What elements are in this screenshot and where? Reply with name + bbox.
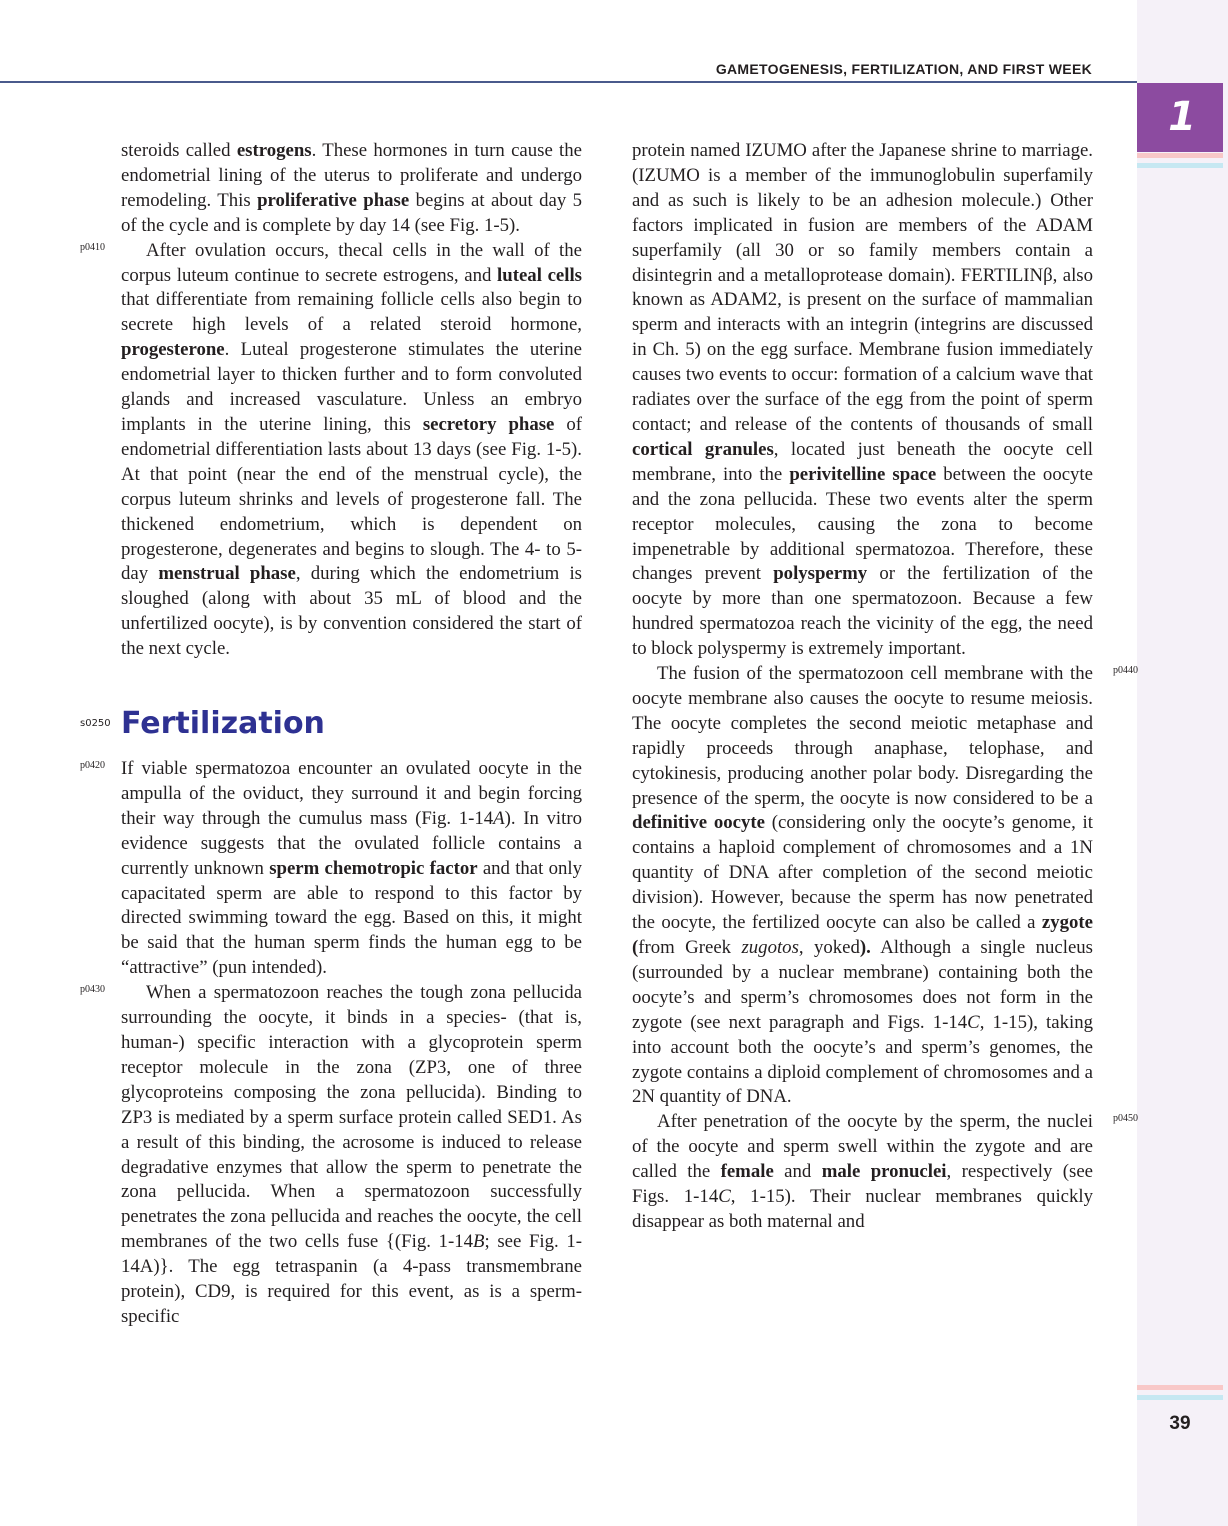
decorative-stripe <box>1137 153 1223 158</box>
paragraph-tag: p0440 <box>1113 665 1138 677</box>
section-tag: s0250 <box>80 718 111 730</box>
decorative-stripe <box>1137 163 1223 168</box>
decorative-stripe <box>1137 1395 1223 1400</box>
page-number: 39 <box>1169 1413 1191 1434</box>
side-margin-strip <box>1137 0 1228 1526</box>
paragraph-tag: p0430 <box>80 984 105 996</box>
paragraph-tag: p0450 <box>1113 1113 1138 1125</box>
paragraph-continued: steroids called estrogens. These hormones in turn cause the endometrial lining of the uterus to proliferate and undergo remodeling. This proliferative phase begins at about day 5 of the cycle and is complete by day 14 (see Fig. 1-5). <box>121 140 582 236</box>
paragraph-p0410: p0410 After ovulation occurs, thecal cells in the wall of the corpus luteum continue to secrete estrogens, and luteal cells that differentiate from remaining follicle cells also begin to secrete high levels of a related steroid hormone, progesterone. Luteal progesterone stimulates the uterine endometrial layer to thicken further and to form convoluted glands and increased vasculature. Unless an embryo implants in the uterine lining, this secretory phase of endometrial differentiation lasts about 13 days (see Fig. 1-5). At that point (near the end of the menstrual cycle), the corpus luteum shrinks and levels of progesterone fall. The thickened endometrium, which is dependent on progesterone, degenerates and begins to slough. The 4- to 5-day menstrual phase, during which the endometrium is sloughed (along with about 35 mL of blood and the unfertilized oocyte), is by convention considered the start of the next cycle. <box>80 239 582 660</box>
paragraph-p0450: p0450 After penetration of the oocyte by the sperm, the nuclei of the oocyte and sperm swell within the zygote and are called the female and male pronuclei, respectively (see Figs. 1-14C, 1-15). Their nuclear membranes quickly disappear as both maternal and <box>632 1111 1138 1232</box>
chapter-tab: 1 <box>1137 83 1223 152</box>
paragraph-continued: protein named IZUMO after the Japanese shrine to marriage. (IZUMO is a member of the immunoglobulin superfamily and as such is likely to be an adhesion molecule.) Other factors implicated in fusion are members of the ADAM superfamily (all 30 or so family members contain a disintegrin and a metalloprotease domain). FERTILINβ, also known as ADAM2, is present on the surface of mammalian sperm and interacts with an integrin (integrins are discussed in Ch. 5) on the egg surface. Membrane fusion immediately causes two events to occur: formation of a calcium wave that radiates over the surface of the egg from the point of sperm contact; and release of the contents of thousands of small cortical granules, located just beneath the oocyte cell membrane, into the perivitelline space between the oocyte and the zona pellucida. These two events alter the sperm receptor molecules, causing the zona to become impenetrable by additional spermatozoa. Therefore, these changes prevent polyspermy or the fertilization of the oocyte by more than one spermatozoon. Because a few hundred spermatozoa reach the vicinity of the egg, the need to block polyspermy is extremely important. <box>632 140 1093 660</box>
paragraph-tag: p0410 <box>80 241 105 253</box>
left-column <box>80 139 582 1330</box>
paragraph-p0440: p0440 The fusion of the spermatozoon cell membrane with the oocyte membrane also causes the oocyte to resume meiosis. The oocyte completes the second meiotic metaphase and rapidly proceeds through anaphase, telophase, and cytokinesis, producing another polar body. Disregarding the presence of the sperm, the oocyte is now considered to be a definitive oocyte (considering only the oocyte’s genome, it contains a haploid complement of chromosomes and a 1N quantity of DNA after completion of the second meiotic division). However, because the sperm has now penetrated the oocyte, the fertilized oocyte can also be called a zygote (from Greek zugotos, yoked). Although a single nucleus (surrounded by a nuclear membrane) containing both the oocyte’s and sperm’s chromosomes does not form in the zygote (see next paragraph and Figs. 1-14C, 1-15), taking into account both the oocyte’s and sperm’s genomes, the zygote contains a diploid complement of chromosomes and a 2N quantity of DNA. <box>632 663 1138 1108</box>
paragraph-p0430: p0430 When a spermatozoon reaches the tough zona pellucida surrounding the oocyte, it binds in a species- (that is, human-) specific interaction with a glycoprotein sperm receptor molecule in the zona (ZP3, one of three glycoproteins composing the zona pellucida). Binding to ZP3 is mediated by a sperm surface protein called SED1. As a result of this binding, the acrosome is induced to release degradative enzymes that allow the sperm to penetrate the zona pellucida. When a spermatozoon successfully penetrates the zona pellucida and reaches the oocyte, the cell membranes of the two cells fuse {(Fig. 1-14B; see Fig. 1-14A)}. The egg tetraspanin (a 4-pass transmembrane protein), CD9, is required for this event, as is a sperm-specific <box>80 982 582 1327</box>
header-rule <box>0 81 1137 83</box>
running-head: GAMETOGENESIS, FERTILIZATION, AND FIRST WEEK <box>715 61 1092 77</box>
paragraph-tag: p0420 <box>80 760 105 772</box>
paragraph-p0420: p0420 If viable spermatozoa encounter an ovulated oocyte in the ampulla of the oviduct, they surround it and begin forcing their way through the cumulus mass (Fig. 1-14A). In vitro evidence suggests that the ovulated follicle contains a currently unknown sperm chemotropic factor and that only capacitated sperm are able to respond to this factor by directed swimming toward the egg. Based on this, it might be said that the human sperm finds the human egg to be “attractive” (pun intended). <box>80 758 582 979</box>
section-heading: s0250 Fertilization <box>80 706 325 742</box>
right-column <box>632 139 1138 1235</box>
decorative-stripe <box>1137 1385 1223 1390</box>
